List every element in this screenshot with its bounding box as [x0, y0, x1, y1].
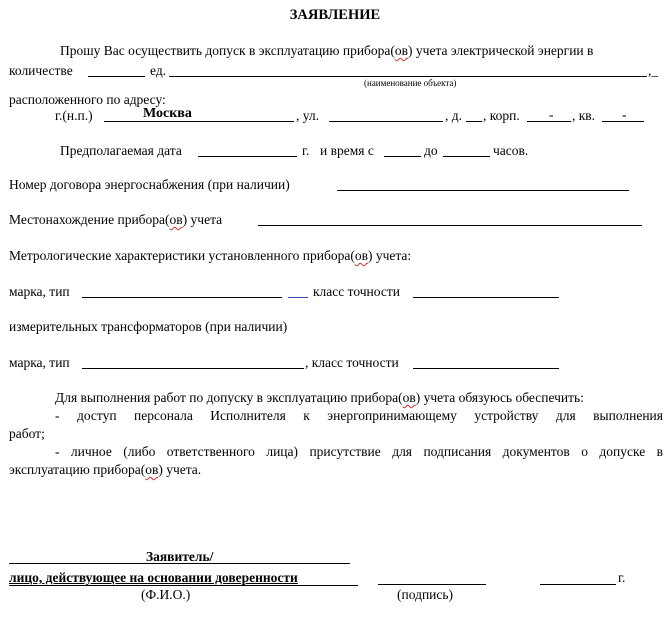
intro-line-1-ov: ов: [394, 43, 409, 58]
metrology-label-end: ) учета:: [367, 248, 412, 263]
house-field[interactable]: [466, 121, 482, 122]
year-label: г.: [302, 143, 310, 158]
city-label: г.(н.п.): [55, 108, 93, 123]
time-label: и время с: [320, 143, 374, 158]
location-label: [9, 212, 222, 228]
hours-label: часов.: [493, 143, 529, 158]
date-signed-field[interactable]: [540, 584, 616, 585]
location-label-end: ) учета: [182, 212, 223, 227]
fio-field[interactable]: [9, 585, 358, 586]
signature-field[interactable]: [378, 584, 486, 585]
obligation-2-line-2: [9, 462, 201, 478]
to-label: до: [424, 143, 438, 158]
obligations-intro-start: Для выполнения работ по допуску в эксплуатацию прибора(: [55, 390, 403, 405]
obligation-2-line-1: - личное (либо ответственного лица) присутствие для подписания документов о допуске в: [55, 444, 663, 459]
house-label: , д.: [445, 108, 462, 123]
metrology-label-ov: ов: [354, 248, 368, 263]
obligation-1-line-1: - доступ персонала Исполнителя к энергопринимающему устройству для выполнения: [55, 408, 663, 423]
intro-line-1-start: Прошу Вас осуществить допуск в эксплуатацию прибора(: [60, 43, 395, 58]
fio-caption: (Ф.И.О.): [141, 587, 191, 602]
obligation-2-line-2-ov: ов: [145, 462, 159, 477]
signature-caption: (подпись): [397, 587, 454, 602]
meter-brand-field[interactable]: [82, 297, 282, 298]
contract-label: Номер договора энергоснабжения (при наличии): [9, 177, 290, 192]
corp-value: -: [549, 107, 554, 122]
obligation-2-line-2-start: эксплуатацию прибора(: [9, 462, 146, 477]
meter-extra-field[interactable]: [288, 297, 308, 298]
applicant-label: Заявитель/: [146, 549, 214, 564]
obligations-intro-end: ) учета обязуюсь обеспечить:: [415, 390, 584, 405]
contract-field[interactable]: [337, 190, 629, 191]
city-value: Москва: [143, 106, 192, 121]
transformer-class-field[interactable]: [413, 368, 559, 369]
transformer-class-label: , класс точности: [305, 355, 399, 370]
quantity-field[interactable]: [88, 76, 145, 77]
city-field[interactable]: [104, 121, 294, 122]
intro-line-1-end: ) учета электрической энергии в: [408, 43, 594, 58]
apt-label: , кв.: [572, 108, 596, 123]
street-field[interactable]: [329, 121, 443, 122]
document-title: ЗАЯВЛЕНИЕ: [289, 7, 381, 23]
date-label: Предполагаемая дата: [60, 143, 182, 158]
location-label-start: Местонахождение прибора(: [9, 212, 170, 227]
located-label: расположенного по адресу:: [9, 92, 166, 107]
metrology-label: [9, 248, 411, 264]
meter-class-label: класс точности: [313, 284, 400, 299]
object-name-caption: (наименование объекта): [364, 78, 457, 88]
location-field[interactable]: [258, 225, 642, 226]
date-field[interactable]: [198, 156, 297, 157]
unit-label: ед.: [150, 63, 167, 78]
obligations-intro: [55, 390, 584, 406]
location-label-ov: ов: [169, 212, 183, 227]
time-from-field[interactable]: [384, 156, 421, 157]
proxy-label: лицо, действующее на основании доверенности: [9, 570, 298, 585]
obligations-intro-ov: ов: [402, 390, 416, 405]
meter-brand-label: марка, тип: [9, 284, 70, 299]
street-label: , ул.: [296, 108, 320, 123]
obligation-2-line-2-end: ) учета.: [158, 462, 202, 477]
apt-value: -: [622, 107, 627, 122]
corp-label: , корп.: [483, 108, 520, 123]
obligation-1-line-2: работ;: [9, 426, 45, 441]
signed-year-label: г.: [618, 570, 626, 585]
metrology-label-start: Метрологические характеристики установленного прибора(: [9, 248, 355, 263]
intro-trail: ,_: [648, 63, 659, 78]
transformer-brand-field[interactable]: [82, 368, 304, 369]
object-name-field[interactable]: [169, 76, 647, 77]
transformers-label: измерительных трансформаторов (при наличии): [9, 319, 288, 334]
quantity-label: количестве: [9, 63, 73, 78]
meter-class-field[interactable]: [413, 297, 559, 298]
intro-line-1: [60, 43, 593, 59]
time-to-field[interactable]: [443, 156, 490, 157]
transformer-brand-label: марка, тип: [9, 355, 70, 370]
